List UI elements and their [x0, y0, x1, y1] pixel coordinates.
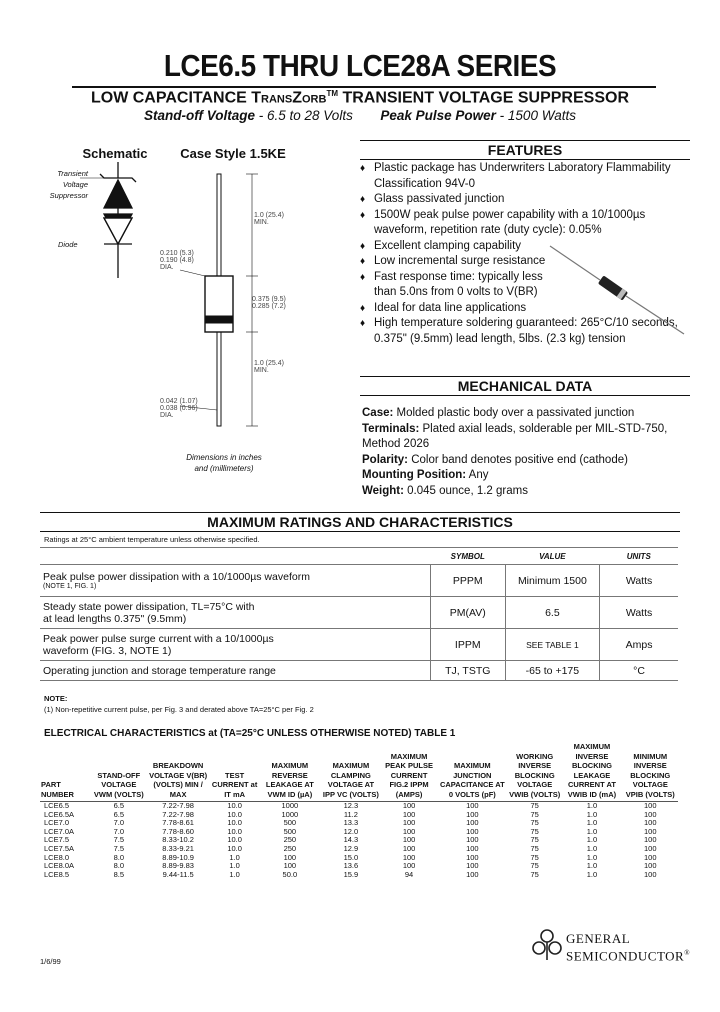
- table-cell: 12.9: [343, 843, 359, 853]
- table-cell: 100: [644, 809, 657, 819]
- mechanical-title: MECHANICAL DATA: [360, 376, 690, 396]
- table-row: [40, 828, 678, 837]
- mech-label: Polarity:: [362, 453, 409, 466]
- table-cell: 7.78-8.60: [162, 826, 194, 836]
- table-row: [40, 871, 678, 880]
- table-cell: 10.0: [227, 835, 242, 845]
- col-test-current: TEST CURRENT at IT mA: [211, 770, 258, 799]
- table-cell: 15.9: [343, 869, 359, 879]
- table-cell: 100: [644, 818, 657, 828]
- part-number-cell: LCE8.0: [44, 852, 70, 862]
- table-cell: 100: [402, 861, 416, 871]
- rating-note: at lead lengths 0.375" (9.5mm): [43, 612, 187, 625]
- table-cell: 12.3: [343, 801, 359, 810]
- table-cell: 6.5: [113, 801, 125, 810]
- table-cell: 7.5: [113, 843, 125, 853]
- col-part-number: PART NUMBER: [41, 780, 74, 799]
- table-cell: 1.0: [586, 809, 598, 819]
- table-cell: 100: [644, 869, 657, 879]
- col-inverse-leakage: MAXIMUM INVERSE BLOCKING LEAKAGE CURRENT AT VWIB ID (mA): [567, 742, 617, 799]
- company-name: [566, 932, 690, 963]
- part-number-cell: LCE7.5: [44, 835, 70, 845]
- table-cell: 10.0: [227, 801, 242, 810]
- rating-units: Watts: [600, 597, 678, 629]
- table-cell: 10.0: [227, 826, 242, 836]
- mechanical-weight: [362, 484, 692, 500]
- table-cell: 100: [283, 852, 297, 862]
- rating-desc: Peak power pulse surge current with a 10/1000µs: [43, 632, 274, 645]
- mech-text: Plated axial leads, solderable per MIL-STD-750, Method 2026: [362, 422, 668, 450]
- feature-item: ♦ Plastic package has Underwriters Laboratory Flammability Classification 94V-0: [360, 161, 690, 192]
- feature-item: ♦ Fast response time: typically less than 5.0ns from 0 volts to V(BR): [360, 270, 560, 301]
- table-cell: 75: [530, 826, 539, 836]
- electrical-table: [40, 742, 678, 879]
- table-cell: 75: [530, 809, 539, 819]
- component-photo: [548, 244, 688, 336]
- table-cell: 11.2: [343, 809, 358, 819]
- table-cell: 75: [530, 801, 539, 810]
- rating-desc: Steady state power dissipation, TL=75°C with: [43, 600, 255, 613]
- table-cell: 100: [644, 843, 657, 853]
- note-text: (1) Non-repetitive current pulse, per Fig. 3 and derated above TA=25°C per Fig. 2: [44, 705, 314, 714]
- table-cell: 10.0: [227, 818, 242, 828]
- col-reverse-leakage: MAXIMUM REVERSE LEAKAGE AT VWM ID (µA): [265, 761, 314, 799]
- col-peak-current: MAXIMUM PEAK PULSE CURRENT FIG.2 IPPM (AMPS): [385, 751, 434, 799]
- table-cell: 100: [466, 801, 479, 810]
- rating-value: Minimum 1500: [505, 565, 599, 597]
- table-cell: 100: [466, 826, 479, 836]
- subtitle-prefix: LOW CAPACITANCE: [90, 89, 252, 107]
- rating-desc: Operating junction and storage temperature range: [40, 661, 430, 681]
- table-cell: 10.0: [227, 809, 242, 819]
- rating-note: (NOTE 1, FIG. 1): [43, 583, 97, 590]
- peak-power-value: - 1500 Watts: [495, 108, 576, 123]
- table-cell: 7.22-7.98: [162, 809, 194, 819]
- table-cell: 250: [283, 835, 297, 845]
- table-cell: 1000: [281, 809, 299, 819]
- standoff-label: Stand-off Voltage: [144, 108, 256, 123]
- table-cell: 1.0: [586, 843, 598, 853]
- table-cell: 100: [402, 801, 416, 810]
- table-cell: 100: [644, 835, 657, 845]
- table-cell: 1.0: [586, 861, 598, 871]
- col-breakdown: BREAKDOWN VOLTAGE V(BR) (VOLTS) MIN / MAX: [149, 761, 208, 799]
- table-cell: 100: [466, 869, 479, 879]
- dimensions-footnote: Dimensions in inches and (millimeters): [186, 453, 262, 473]
- tvs-label: Transient Voltage Suppressor: [49, 169, 88, 200]
- table-cell: 100: [402, 826, 416, 836]
- features-title: FEATURES: [360, 140, 690, 160]
- rating-desc: Peak pulse power dissipation with a 10/1000µs waveform: [43, 571, 310, 583]
- table-cell: 75: [530, 869, 539, 879]
- mechanical-mounting: [362, 468, 692, 484]
- table-cell: 100: [402, 809, 416, 819]
- mech-label: Terminals:: [362, 422, 420, 435]
- table-row: [40, 836, 678, 845]
- table-row: [40, 629, 678, 661]
- rating-symbol: PM(AV): [430, 597, 505, 629]
- table-cell: 100: [402, 818, 416, 828]
- part-number-cell: LCE6.5: [44, 801, 70, 810]
- subtitle-brand: TransZorb: [251, 89, 327, 107]
- mechanical-case: [362, 406, 692, 422]
- electrical-title: ELECTRICAL CHARACTERISTICS at (TA=25°C UNLESS OTHERWISE NOTED) TABLE 1: [44, 728, 456, 739]
- table-cell: 100: [283, 861, 297, 871]
- page-subtitle: [0, 89, 720, 107]
- company-name-line2-text: SEMICONDUCTOR: [566, 948, 685, 964]
- rating-units: Amps: [600, 629, 678, 661]
- ratings-conditions: Ratings at 25°C ambient temperature unless otherwise specified.: [44, 535, 260, 544]
- table-cell: 1.0: [586, 835, 598, 845]
- table-cell: 100: [644, 852, 657, 862]
- rating-value: -65 to +175: [505, 661, 599, 681]
- table-cell: 13.3: [343, 818, 359, 828]
- feature-item: ♦ Low incremental surge resistance: [360, 254, 690, 270]
- table-cell: 250: [283, 843, 297, 853]
- table-row: [40, 854, 678, 863]
- table-cell: 14.3: [343, 835, 359, 845]
- note-heading: NOTE:: [44, 694, 68, 703]
- ratings-summary: [0, 108, 720, 123]
- table-cell: 100: [644, 861, 657, 871]
- table-cell: 8.89-9.83: [162, 861, 194, 871]
- table-cell: 1.0: [229, 852, 240, 862]
- table-row: [40, 597, 678, 629]
- company-logo-icon: [527, 926, 567, 962]
- table-cell: 1.0: [586, 852, 598, 862]
- dim-lead-diameter: 0.042 (1.07) 0.038 (0.96) DIA.: [160, 398, 198, 419]
- mechanical-terminals: [362, 422, 692, 453]
- col-working-inverse: WORKING INVERSE BLOCKING VOLTAGE VWIB (VOLTS): [509, 751, 561, 799]
- mechanical-polarity: [362, 453, 692, 469]
- table-cell: 100: [466, 861, 479, 871]
- table-cell: 100: [644, 826, 657, 836]
- table-cell: 100: [644, 801, 657, 810]
- ratings-title: MAXIMUM RATINGS AND CHARACTERISTICS: [40, 512, 680, 532]
- table-cell: 100: [466, 818, 479, 828]
- table-cell: 8.5: [113, 869, 125, 879]
- company-name-line1: GENERAL: [566, 931, 631, 946]
- table-cell: 9.44-11.5: [162, 869, 194, 879]
- table-cell: 100: [466, 835, 479, 845]
- table-cell: 50.0: [282, 869, 298, 879]
- table-cell: 1.0: [586, 826, 598, 836]
- table-cell: 8.0: [113, 861, 125, 871]
- mech-label: Mounting Position:: [362, 469, 467, 481]
- part-number-cell: LCE6.5A: [44, 809, 75, 819]
- rating-symbol: IPPM: [430, 629, 505, 661]
- table-cell: 8.89-10.9: [162, 852, 194, 862]
- company-name-line2: [566, 946, 690, 963]
- col-value: VALUE: [505, 548, 599, 565]
- table-cell: 1.0: [586, 869, 598, 879]
- feature-item: ♦ Ideal for data line applications: [360, 301, 690, 317]
- table-row: [40, 565, 678, 597]
- rating-value: SEE TABLE 1: [505, 629, 599, 661]
- mech-label: Weight:: [362, 484, 404, 497]
- mech-label: Case:: [362, 407, 394, 419]
- table-cell: 100: [466, 843, 479, 853]
- table-cell: 8.33-10.2: [162, 835, 194, 845]
- part-number-cell: LCE7.0: [44, 818, 70, 828]
- table-cell: 7.0: [113, 818, 125, 828]
- revision-date: 1/6/99: [40, 957, 61, 966]
- part-number-cell: LCE7.5A: [44, 843, 75, 853]
- part-number-cell: LCE7.0A: [44, 826, 75, 836]
- schematic-diagram: [80, 160, 160, 285]
- table-cell: 500: [283, 826, 297, 836]
- table-cell: 1000: [281, 801, 299, 810]
- rating-symbol: PPPM: [430, 565, 505, 597]
- peak-power-label: Peak Pulse Power: [380, 108, 496, 123]
- table-cell: 100: [402, 843, 416, 853]
- part-number-cell: LCE8.5: [44, 869, 70, 879]
- table-cell: 7.78-8.61: [162, 818, 194, 828]
- mechanical-list: [362, 406, 692, 499]
- table-cell: 1.0: [586, 818, 598, 828]
- table-cell: 6.5: [113, 809, 125, 819]
- mech-text: Molded plastic body over a passivated junction: [393, 407, 635, 419]
- table-cell: 8.33-9.21: [162, 843, 194, 853]
- mech-text: 0.045 ounce, 1.2 grams: [403, 484, 528, 497]
- table-cell: 94: [404, 869, 414, 879]
- rating-units: °C: [600, 661, 678, 681]
- trademark-mark: TM: [326, 89, 338, 98]
- feature-item: ♦ Glass passivated junction: [360, 192, 690, 208]
- diode-label: Diode: [58, 240, 78, 249]
- table-cell: 12.0: [343, 826, 359, 836]
- table-row: [40, 811, 678, 820]
- table-row: [40, 819, 678, 828]
- table-cell: 13.6: [343, 861, 359, 871]
- table-cell: 7.0: [113, 826, 125, 836]
- col-min-inverse: MINIMUM INVERSE BLOCKING VOLTAGE VPIB (VOLTS): [625, 751, 675, 799]
- table-cell: 75: [530, 818, 539, 828]
- col-units: UNITS: [600, 548, 678, 565]
- page-title: LCE6.5 THRU LCE28A SERIES: [163, 48, 557, 83]
- rating-note: waveform (FIG. 3, NOTE 1): [43, 644, 172, 657]
- col-capacitance: MAXIMUM JUNCTION CAPACITANCE AT 0 VOLTS (pF): [439, 761, 505, 799]
- case-style-heading: Case Style 1.5KE: [180, 146, 286, 161]
- table-cell: 7.22-7.98: [162, 801, 194, 810]
- dim-lead-bottom: 1.0 (25.4) MIN.: [254, 360, 284, 374]
- registered-mark: ®: [684, 949, 691, 957]
- col-symbol: SYMBOL: [430, 548, 505, 565]
- table-cell: 15.0: [343, 852, 359, 862]
- table-cell: 1.0: [229, 869, 240, 879]
- mech-text: Any: [466, 469, 489, 481]
- table-cell: 100: [466, 809, 479, 819]
- dim-body-length: 0.375 (9.5) 0.285 (7.2): [252, 296, 286, 310]
- dim-lead-top: 1.0 (25.4) MIN.: [254, 212, 284, 226]
- table-cell: 10.0: [227, 843, 242, 853]
- feature-item: ♦ Excellent clamping capability: [360, 239, 690, 255]
- table-cell: 100: [466, 852, 479, 862]
- table-cell: 75: [530, 852, 539, 862]
- table-cell: 8.0: [113, 852, 125, 862]
- table-row: [40, 661, 678, 681]
- table-cell: 75: [530, 835, 539, 845]
- subtitle-suffix: TRANSIENT VOLTAGE SUPPRESSOR: [338, 89, 629, 107]
- table-row: [40, 802, 678, 811]
- table-cell: 7.5: [113, 835, 125, 845]
- table-cell: 75: [530, 861, 539, 871]
- col-standoff: STAND-OFF VOLTAGE VWM (VOLTS): [93, 770, 144, 799]
- table-cell: 100: [402, 852, 416, 862]
- table-cell: 1.0: [229, 861, 240, 871]
- title-divider: [72, 86, 656, 88]
- dim-body-diameter: 0.210 (5.3) 0.190 (4.8) DIA.: [160, 250, 194, 271]
- table-cell: 500: [283, 818, 297, 828]
- rating-symbol: TJ, TSTG: [430, 661, 505, 681]
- table-cell: 1.0: [586, 801, 598, 810]
- part-number-cell: LCE8.0A: [44, 861, 75, 871]
- schematic-heading: Schematic: [82, 146, 148, 161]
- table-cell: 100: [402, 835, 416, 845]
- standoff-value: - 6.5 to 28 Volts: [255, 108, 353, 123]
- col-clamping: MAXIMUM CLAMPING VOLTAGE AT IPP VC (VOLTS): [322, 761, 379, 799]
- table-cell: 75: [530, 843, 539, 853]
- table-row: [40, 862, 678, 871]
- table-row: [40, 845, 678, 854]
- mech-text: Color band denotes positive end (cathode): [408, 453, 628, 466]
- ratings-table: [40, 547, 678, 681]
- electrical-table-body: [40, 802, 678, 880]
- rating-value: 6.5: [505, 597, 599, 629]
- feature-item: ♦ 1500W peak pulse power capability with a 10/1000µs waveform, repetition rate (duty cycle): 0.05%: [360, 208, 690, 239]
- feature-item: ♦ High temperature soldering guaranteed: 265°C/10 seconds, 0.375" (9.5mm) lead length, 5lbs. (2.3 kg) tension: [360, 316, 690, 347]
- rating-units: Watts: [600, 565, 678, 597]
